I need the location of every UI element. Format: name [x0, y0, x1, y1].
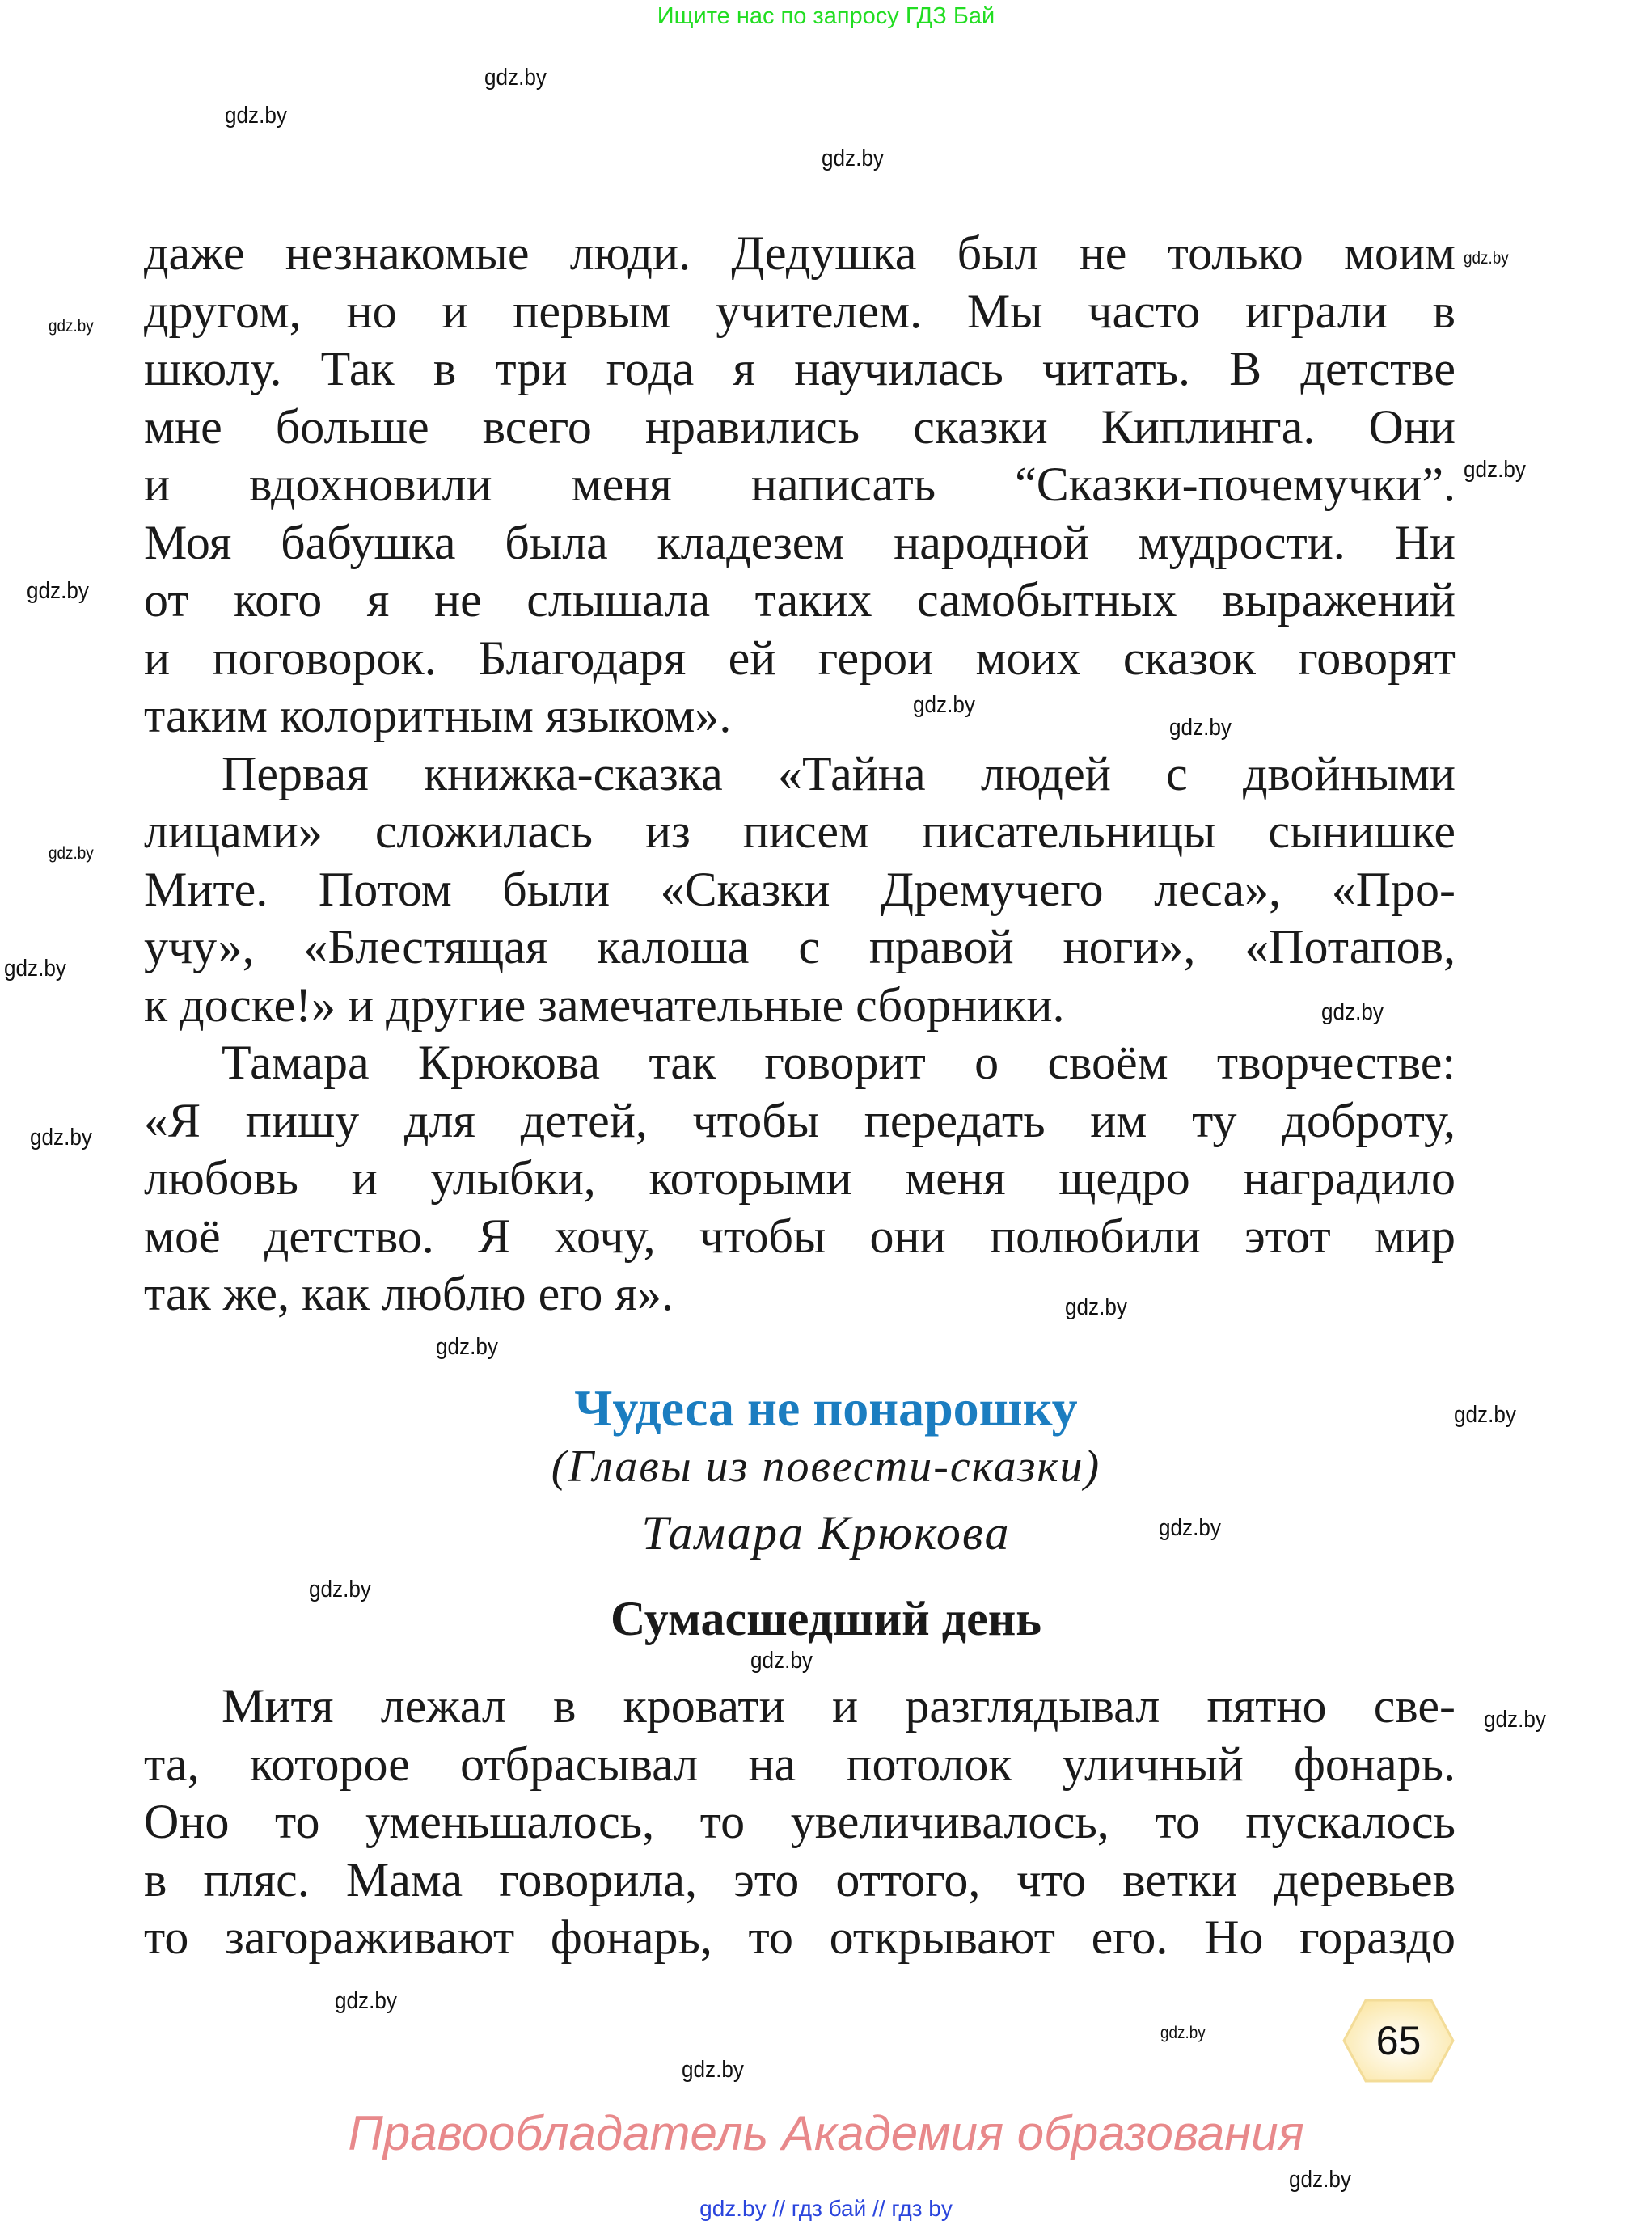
watermark: gdz.by: [1454, 1402, 1516, 1428]
search-banner: Ищите нас по запросу ГДЗ Бай: [657, 3, 995, 29]
text-line: от кого я не слышала таких самобытных выражений: [144, 573, 1456, 627]
watermark: gdz.by: [1464, 249, 1509, 268]
page-number-badge: [1341, 1998, 1456, 2084]
text-line: Мите. Потом были «Сказки Дремучего леса», «Про-: [144, 862, 1456, 916]
text-line: даже незнакомые люди. Дедушка был не только моим: [144, 226, 1456, 280]
watermark: gdz.by: [1289, 2167, 1351, 2193]
text-line: то загораживают фонарь, то открывают его. Но гораздо: [144, 1910, 1456, 1964]
watermark: gdz.by: [1464, 457, 1526, 483]
watermark: gdz.by: [225, 103, 287, 129]
watermark: gdz.by: [436, 1334, 498, 1360]
watermark: gdz.by: [27, 578, 89, 604]
watermark: gdz.by: [1160, 2024, 1206, 2042]
watermark: gdz.by: [335, 1988, 397, 2014]
chapter-title: Сумасшедший день: [610, 1592, 1042, 1645]
watermark: gdz.by: [1321, 999, 1384, 1025]
text-line: мне больше всего нравились сказки Киплинга. Они: [144, 399, 1456, 454]
story-subtitle: (Главы из повести-сказки): [551, 1442, 1101, 1492]
text-line: Митя лежал в кровати и разглядывал пятно све-: [222, 1679, 1456, 1733]
watermark: gdz.by: [4, 956, 66, 982]
text-line: моё детство. Я хочу, чтобы они полюбили этот мир: [144, 1209, 1456, 1263]
watermark: gdz.by: [1159, 1515, 1221, 1541]
watermark: gdz.by: [484, 65, 547, 91]
watermark: gdz.by: [30, 1125, 92, 1150]
text-line: к доске!» и другие замечательные сборники.: [144, 977, 1065, 1032]
text-line: Тамара Крюкова так говорит о своём творчестве:: [222, 1036, 1456, 1089]
rights-holder: Правообладатель Академия образования: [348, 2106, 1304, 2160]
watermark: gdz.by: [49, 317, 94, 336]
watermark: gdz.by: [49, 844, 94, 863]
text-line: и поговорок. Благодаря ей герои моих сказок говорят: [144, 631, 1456, 685]
watermark: gdz.by: [750, 1648, 813, 1674]
text-line: школу. Так в три года я научилась читать. В детстве: [144, 342, 1456, 395]
text-line: учу», «Блестящая калоша с правой ноги», «Потапов,: [144, 920, 1456, 973]
text-line: так же, как люблю его я».: [144, 1267, 674, 1320]
story-author: Тамара Крюкова: [641, 1506, 1011, 1560]
text-line: та, которое отбрасывал на потолок уличный фонарь.: [144, 1737, 1456, 1791]
watermark: gdz.by: [822, 146, 884, 171]
watermark: gdz.by: [1065, 1294, 1127, 1320]
watermark: gdz.by: [682, 2057, 744, 2083]
watermark: gdz.by: [1169, 715, 1232, 741]
text-line: и вдохновили меня написать “Сказки-почемучки”.: [144, 458, 1456, 511]
text-line: «Я пишу для детей, чтобы передать им ту доброту,: [144, 1093, 1456, 1147]
watermark: gdz.by: [309, 1577, 371, 1602]
text-line: Первая книжка-сказка «Тайна людей с двойными: [222, 746, 1456, 800]
text-line: лицами» сложилась из писем писательницы сынишке: [144, 804, 1456, 858]
page-number: 65: [1375, 2018, 1422, 2063]
text-line: таким колоритным языком».: [144, 689, 732, 742]
text-line: другом, но и первым учителем. Мы часто играли в: [144, 284, 1456, 338]
watermark: gdz.by: [913, 692, 975, 718]
watermark: gdz.by: [1484, 1707, 1546, 1733]
text-line: в пляс. Мама говорила, это оттого, что ветки деревьев: [144, 1852, 1456, 1906]
footer-links[interactable]: gdz.by // гдз бай // гдз by: [699, 2196, 953, 2221]
text-line: Оно то уменьшалось, то увеличивалось, то пускалось: [144, 1795, 1456, 1848]
text-line: Моя бабушка была кладезем народной мудрости. Ни: [144, 515, 1456, 569]
story-title: Чудеса не понарошку: [574, 1379, 1078, 1437]
text-line: любовь и улыбки, которыми меня щедро наградило: [144, 1151, 1456, 1205]
